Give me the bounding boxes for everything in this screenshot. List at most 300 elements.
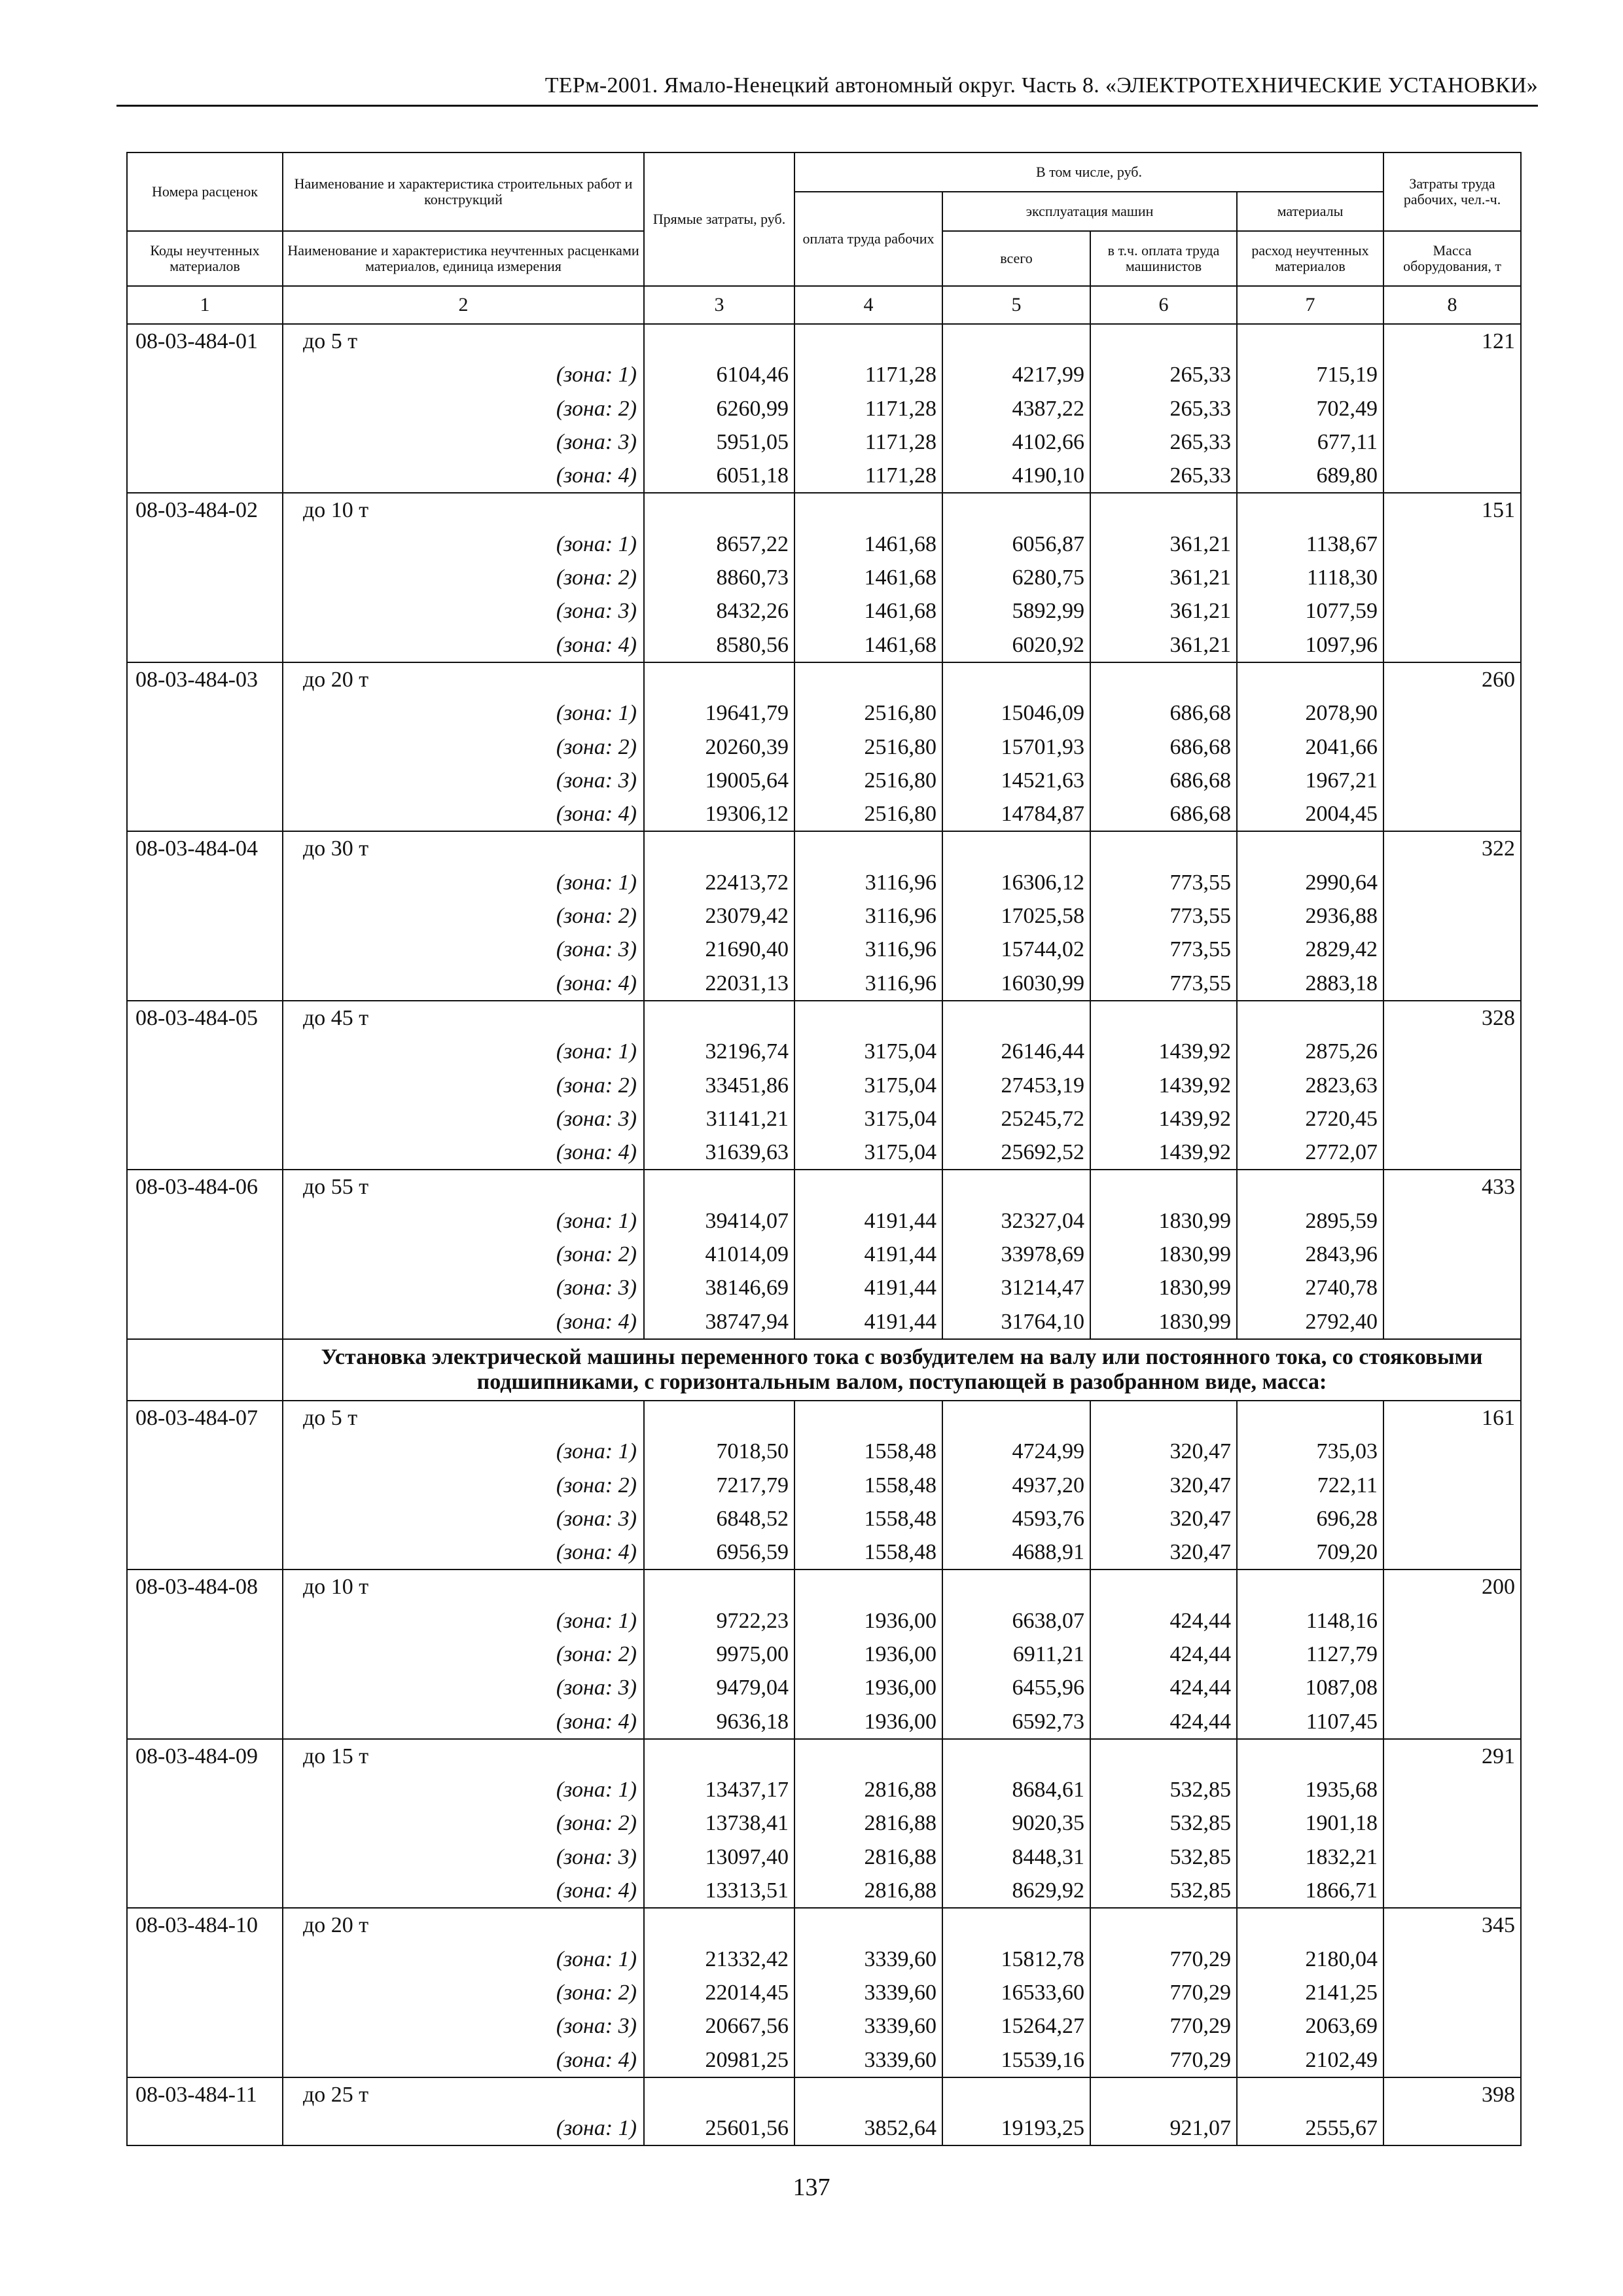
operator-pay: 773,55 bbox=[1090, 933, 1237, 966]
rate-code: 08-03-484-04 bbox=[127, 831, 283, 865]
empty-cell bbox=[127, 628, 283, 662]
empty-cell bbox=[127, 1705, 283, 1739]
materials-cost: 2823,63 bbox=[1237, 1069, 1383, 1102]
empty-cell bbox=[127, 1976, 283, 2009]
machines-total: 4190,10 bbox=[942, 459, 1090, 493]
empty-cell bbox=[942, 1570, 1090, 1604]
direct-costs: 25601,56 bbox=[644, 2111, 794, 2145]
zone-row bbox=[127, 1469, 1521, 1502]
header-unaccounted-materials: расход неучтенных материалов bbox=[1237, 231, 1383, 286]
worker-pay: 2816,88 bbox=[794, 1806, 942, 1840]
materials-cost: 1935,68 bbox=[1237, 1773, 1383, 1806]
direct-costs: 5951,05 bbox=[644, 425, 794, 459]
empty-cell bbox=[942, 324, 1090, 358]
empty-cell bbox=[1383, 1705, 1521, 1739]
direct-costs: 9722,23 bbox=[644, 1604, 794, 1638]
header-machines-total: всего bbox=[942, 231, 1090, 286]
empty-cell bbox=[1237, 1001, 1383, 1035]
worker-pay: 1461,68 bbox=[794, 528, 942, 561]
empty-cell bbox=[794, 2077, 942, 2111]
rate-code: 08-03-484-11 bbox=[127, 2077, 283, 2111]
worker-pay: 2516,80 bbox=[794, 764, 942, 797]
empty-cell bbox=[127, 425, 283, 459]
materials-cost: 2063,69 bbox=[1237, 2009, 1383, 2043]
materials-cost: 2141,25 bbox=[1237, 1976, 1383, 2009]
machines-total: 9020,35 bbox=[942, 1806, 1090, 1840]
header-worker-pay: оплата труда рабочих bbox=[794, 192, 942, 286]
empty-cell bbox=[127, 561, 283, 594]
zone-row bbox=[127, 1976, 1521, 2009]
equipment-mass: 200 bbox=[1383, 1570, 1521, 1604]
direct-costs: 39414,07 bbox=[644, 1204, 794, 1238]
empty-cell bbox=[1237, 1170, 1383, 1204]
worker-pay: 3175,04 bbox=[794, 1069, 942, 1102]
zone-label: (зона: 3) bbox=[283, 594, 644, 628]
empty-cell bbox=[1383, 628, 1521, 662]
empty-cell bbox=[1237, 1739, 1383, 1773]
equipment-mass: 328 bbox=[1383, 1001, 1521, 1035]
worker-pay: 3116,96 bbox=[794, 866, 942, 899]
worker-pay: 4191,44 bbox=[794, 1305, 942, 1339]
operator-pay: 265,33 bbox=[1090, 425, 1237, 459]
machines-total: 4937,20 bbox=[942, 1469, 1090, 1502]
machines-total: 6056,87 bbox=[942, 528, 1090, 561]
equipment-mass: 345 bbox=[1383, 1908, 1521, 1942]
rate-code: 08-03-484-02 bbox=[127, 493, 283, 527]
machines-total: 8448,31 bbox=[942, 1840, 1090, 1874]
materials-cost: 1967,21 bbox=[1237, 764, 1383, 797]
machines-total: 8629,92 bbox=[942, 1874, 1090, 1908]
direct-costs: 6260,99 bbox=[644, 392, 794, 425]
zone-label: (зона: 1) bbox=[283, 1773, 644, 1806]
empty-cell bbox=[1383, 967, 1521, 1001]
zone-label: (зона: 4) bbox=[283, 797, 644, 831]
empty-cell bbox=[127, 528, 283, 561]
materials-cost: 1097,96 bbox=[1237, 628, 1383, 662]
zone-label: (зона: 3) bbox=[283, 933, 644, 966]
materials-cost: 2990,64 bbox=[1237, 866, 1383, 899]
direct-costs: 8657,22 bbox=[644, 528, 794, 561]
worker-pay: 3339,60 bbox=[794, 2009, 942, 2043]
zone-label: (зона: 3) bbox=[283, 2009, 644, 2043]
page-number: 137 bbox=[793, 2174, 830, 2201]
column-number: 8 bbox=[1383, 286, 1521, 324]
worker-pay: 3175,04 bbox=[794, 1102, 942, 1136]
zone-row bbox=[127, 1874, 1521, 1908]
empty-cell bbox=[794, 1170, 942, 1204]
worker-pay: 2516,80 bbox=[794, 797, 942, 831]
operator-pay: 532,85 bbox=[1090, 1840, 1237, 1874]
materials-cost: 2078,90 bbox=[1237, 696, 1383, 730]
materials-cost: 1107,45 bbox=[1237, 1705, 1383, 1739]
direct-costs: 21332,42 bbox=[644, 1943, 794, 1976]
zone-row bbox=[127, 2009, 1521, 2043]
empty-cell bbox=[127, 866, 283, 899]
empty-cell bbox=[1237, 493, 1383, 527]
empty-cell bbox=[127, 1069, 283, 1102]
empty-cell bbox=[1090, 831, 1237, 865]
column-numbers-row bbox=[127, 286, 1521, 324]
empty-cell bbox=[644, 1570, 794, 1604]
operator-pay: 424,44 bbox=[1090, 1604, 1237, 1638]
worker-pay: 2516,80 bbox=[794, 730, 942, 764]
direct-costs: 8432,26 bbox=[644, 594, 794, 628]
rate-name: до 15 т bbox=[283, 1739, 644, 1773]
empty-cell bbox=[942, 831, 1090, 865]
empty-cell bbox=[127, 1136, 283, 1170]
zone-row bbox=[127, 425, 1521, 459]
empty-cell bbox=[1237, 1570, 1383, 1604]
zone-label: (зона: 2) bbox=[283, 561, 644, 594]
materials-cost: 2004,45 bbox=[1237, 797, 1383, 831]
zone-label: (зона: 4) bbox=[283, 2043, 644, 2077]
zone-row bbox=[127, 1535, 1521, 1570]
empty-cell bbox=[127, 1469, 283, 1502]
zone-label: (зона: 2) bbox=[283, 899, 644, 933]
empty-cell bbox=[1237, 831, 1383, 865]
zone-row bbox=[127, 1773, 1521, 1806]
empty-cell bbox=[1383, 1502, 1521, 1535]
direct-costs: 6051,18 bbox=[644, 459, 794, 493]
machines-total: 16533,60 bbox=[942, 1976, 1090, 2009]
section-heading: Установка электрической машины переменного тока с возбудителем на валу или постоянного тока, со стояковыми подшипниками, с горизонтальным валом, поступающей в разобранном виде, масса: bbox=[283, 1339, 1521, 1401]
operator-pay: 320,47 bbox=[1090, 1469, 1237, 1502]
zone-row bbox=[127, 392, 1521, 425]
worker-pay: 1936,00 bbox=[794, 1705, 942, 1739]
rate-name: до 45 т bbox=[283, 1001, 644, 1035]
empty-cell bbox=[794, 1739, 942, 1773]
empty-cell bbox=[1383, 594, 1521, 628]
rate-title-row bbox=[127, 1001, 1521, 1035]
rate-title-row bbox=[127, 1739, 1521, 1773]
zone-row bbox=[127, 1435, 1521, 1468]
operator-pay: 424,44 bbox=[1090, 1671, 1237, 1704]
rate-code: 08-03-484-06 bbox=[127, 1170, 283, 1204]
section-code-cell bbox=[127, 1339, 283, 1401]
equipment-mass: 433 bbox=[1383, 1170, 1521, 1204]
direct-costs: 19306,12 bbox=[644, 797, 794, 831]
zone-label: (зона: 4) bbox=[283, 1874, 644, 1908]
zone-label: (зона: 1) bbox=[283, 1035, 644, 1068]
zone-label: (зона: 1) bbox=[283, 696, 644, 730]
empty-cell bbox=[1383, 1535, 1521, 1570]
zone-label: (зона: 4) bbox=[283, 1705, 644, 1739]
zone-label: (зона: 1) bbox=[283, 1435, 644, 1468]
worker-pay: 3175,04 bbox=[794, 1136, 942, 1170]
materials-cost: 702,49 bbox=[1237, 392, 1383, 425]
empty-cell bbox=[1090, 493, 1237, 527]
empty-cell bbox=[942, 493, 1090, 527]
operator-pay: 770,29 bbox=[1090, 2009, 1237, 2043]
rate-title-row bbox=[127, 662, 1521, 696]
machines-total: 15046,09 bbox=[942, 696, 1090, 730]
rate-code: 08-03-484-05 bbox=[127, 1001, 283, 1035]
equipment-mass: 291 bbox=[1383, 1739, 1521, 1773]
direct-costs: 6104,46 bbox=[644, 358, 794, 391]
empty-cell bbox=[1383, 866, 1521, 899]
worker-pay: 1558,48 bbox=[794, 1469, 942, 1502]
worker-pay: 3852,64 bbox=[794, 2111, 942, 2145]
empty-cell bbox=[127, 392, 283, 425]
machines-total: 25692,52 bbox=[942, 1136, 1090, 1170]
rate-title-row bbox=[127, 493, 1521, 527]
equipment-mass: 322 bbox=[1383, 831, 1521, 865]
machines-total: 15701,93 bbox=[942, 730, 1090, 764]
materials-cost: 2829,42 bbox=[1237, 933, 1383, 966]
worker-pay: 3339,60 bbox=[794, 2043, 942, 2077]
worker-pay: 2816,88 bbox=[794, 1874, 942, 1908]
worker-pay: 3116,96 bbox=[794, 933, 942, 966]
empty-cell bbox=[127, 1102, 283, 1136]
materials-cost: 2180,04 bbox=[1237, 1943, 1383, 1976]
header-including: В том числе, руб. bbox=[794, 152, 1383, 192]
operator-pay: 1830,99 bbox=[1090, 1305, 1237, 1339]
empty-cell bbox=[127, 1840, 283, 1874]
machines-total: 15744,02 bbox=[942, 933, 1090, 966]
materials-cost: 2772,07 bbox=[1237, 1136, 1383, 1170]
operator-pay: 1830,99 bbox=[1090, 1204, 1237, 1238]
materials-cost: 1138,67 bbox=[1237, 528, 1383, 561]
empty-cell bbox=[1383, 528, 1521, 561]
zone-row bbox=[127, 459, 1521, 493]
worker-pay: 4191,44 bbox=[794, 1238, 942, 1271]
empty-cell bbox=[127, 1604, 283, 1638]
zone-row bbox=[127, 1069, 1521, 1102]
header-materials: материалы bbox=[1237, 192, 1383, 231]
machines-total: 15264,27 bbox=[942, 2009, 1090, 2043]
zone-row bbox=[127, 1102, 1521, 1136]
rate-name: до 5 т bbox=[283, 324, 644, 358]
zone-label: (зона: 1) bbox=[283, 2111, 644, 2145]
direct-costs: 31141,21 bbox=[644, 1102, 794, 1136]
zone-label: (зона: 1) bbox=[283, 866, 644, 899]
worker-pay: 1936,00 bbox=[794, 1604, 942, 1638]
rate-name: до 10 т bbox=[283, 493, 644, 527]
operator-pay: 424,44 bbox=[1090, 1705, 1237, 1739]
zone-row bbox=[127, 528, 1521, 561]
empty-cell bbox=[127, 459, 283, 493]
zone-label: (зона: 1) bbox=[283, 1204, 644, 1238]
direct-costs: 20667,56 bbox=[644, 2009, 794, 2043]
empty-cell bbox=[127, 1238, 283, 1271]
equipment-mass: 121 bbox=[1383, 324, 1521, 358]
empty-cell bbox=[644, 1739, 794, 1773]
empty-cell bbox=[794, 1908, 942, 1942]
worker-pay: 1171,28 bbox=[794, 358, 942, 391]
empty-cell bbox=[1090, 1170, 1237, 1204]
direct-costs: 13738,41 bbox=[644, 1806, 794, 1840]
direct-costs: 9975,00 bbox=[644, 1638, 794, 1671]
equipment-mass: 161 bbox=[1383, 1401, 1521, 1435]
empty-cell bbox=[1090, 1739, 1237, 1773]
direct-costs: 6848,52 bbox=[644, 1502, 794, 1535]
materials-cost: 2720,45 bbox=[1237, 1102, 1383, 1136]
header-machine-operation: эксплуатация машин bbox=[942, 192, 1237, 231]
empty-cell bbox=[644, 493, 794, 527]
direct-costs: 13437,17 bbox=[644, 1773, 794, 1806]
empty-cell bbox=[1383, 899, 1521, 933]
zone-label: (зона: 3) bbox=[283, 764, 644, 797]
rate-code: 08-03-484-03 bbox=[127, 662, 283, 696]
zone-label: (зона: 2) bbox=[283, 1976, 644, 2009]
zone-label: (зона: 3) bbox=[283, 1840, 644, 1874]
direct-costs: 13313,51 bbox=[644, 1874, 794, 1908]
empty-cell bbox=[1383, 1671, 1521, 1704]
machines-total: 16306,12 bbox=[942, 866, 1090, 899]
empty-cell bbox=[1383, 459, 1521, 493]
direct-costs: 19005,64 bbox=[644, 764, 794, 797]
machines-total: 15539,16 bbox=[942, 2043, 1090, 2077]
zone-row bbox=[127, 1705, 1521, 1739]
header-equipment-mass: Масса оборудования, т bbox=[1383, 231, 1521, 286]
rate-title-row bbox=[127, 2077, 1521, 2111]
zone-label: (зона: 1) bbox=[283, 1943, 644, 1976]
machines-total: 14521,63 bbox=[942, 764, 1090, 797]
materials-cost: 2843,96 bbox=[1237, 1238, 1383, 1271]
operator-pay: 361,21 bbox=[1090, 594, 1237, 628]
operator-pay: 686,68 bbox=[1090, 730, 1237, 764]
empty-cell bbox=[1090, 1001, 1237, 1035]
rate-title-row bbox=[127, 831, 1521, 865]
operator-pay: 770,29 bbox=[1090, 1943, 1237, 1976]
empty-cell bbox=[127, 2111, 283, 2145]
zone-row bbox=[127, 899, 1521, 933]
empty-cell bbox=[127, 358, 283, 391]
machines-total: 6911,21 bbox=[942, 1638, 1090, 1671]
direct-costs: 19641,79 bbox=[644, 696, 794, 730]
empty-cell bbox=[942, 1401, 1090, 1435]
empty-cell bbox=[127, 1305, 283, 1339]
direct-costs: 8860,73 bbox=[644, 561, 794, 594]
materials-cost: 2875,26 bbox=[1237, 1035, 1383, 1068]
rate-title-row bbox=[127, 1908, 1521, 1942]
empty-cell bbox=[794, 1001, 942, 1035]
machines-total: 4217,99 bbox=[942, 358, 1090, 391]
worker-pay: 4191,44 bbox=[794, 1204, 942, 1238]
zone-row bbox=[127, 628, 1521, 662]
machines-total: 31764,10 bbox=[942, 1305, 1090, 1339]
empty-cell bbox=[1383, 358, 1521, 391]
operator-pay: 1439,92 bbox=[1090, 1069, 1237, 1102]
machines-total: 4387,22 bbox=[942, 392, 1090, 425]
empty-cell bbox=[644, 1001, 794, 1035]
empty-cell bbox=[1383, 1604, 1521, 1638]
direct-costs: 32196,74 bbox=[644, 1035, 794, 1068]
rates-table-container bbox=[126, 152, 1520, 2146]
machines-total: 16030,99 bbox=[942, 967, 1090, 1001]
empty-cell bbox=[942, 1908, 1090, 1942]
empty-cell bbox=[1383, 1069, 1521, 1102]
empty-cell bbox=[1383, 1102, 1521, 1136]
empty-cell bbox=[644, 1908, 794, 1942]
empty-cell bbox=[1383, 1638, 1521, 1671]
operator-pay: 265,33 bbox=[1090, 358, 1237, 391]
machines-total: 6455,96 bbox=[942, 1671, 1090, 1704]
operator-pay: 532,85 bbox=[1090, 1773, 1237, 1806]
equipment-mass: 151 bbox=[1383, 493, 1521, 527]
empty-cell bbox=[127, 764, 283, 797]
rates-table bbox=[126, 152, 1522, 2146]
zone-label: (зона: 4) bbox=[283, 628, 644, 662]
empty-cell bbox=[1383, 797, 1521, 831]
operator-pay: 773,55 bbox=[1090, 866, 1237, 899]
machines-total: 6592,73 bbox=[942, 1705, 1090, 1739]
materials-cost: 1087,08 bbox=[1237, 1671, 1383, 1704]
machines-total: 6280,75 bbox=[942, 561, 1090, 594]
direct-costs: 38146,69 bbox=[644, 1271, 794, 1304]
zone-label: (зона: 1) bbox=[283, 528, 644, 561]
direct-costs: 22031,13 bbox=[644, 967, 794, 1001]
empty-cell bbox=[1383, 2111, 1521, 2145]
operator-pay: 532,85 bbox=[1090, 1874, 1237, 1908]
direct-costs: 20981,25 bbox=[644, 2043, 794, 2077]
zone-row bbox=[127, 1840, 1521, 1874]
zone-row bbox=[127, 1305, 1521, 1339]
zone-row bbox=[127, 594, 1521, 628]
empty-cell bbox=[644, 831, 794, 865]
empty-cell bbox=[794, 831, 942, 865]
empty-cell bbox=[127, 730, 283, 764]
empty-cell bbox=[1383, 933, 1521, 966]
zone-label: (зона: 3) bbox=[283, 1502, 644, 1535]
materials-cost: 696,28 bbox=[1237, 1502, 1383, 1535]
zone-row bbox=[127, 967, 1521, 1001]
empty-cell bbox=[127, 899, 283, 933]
zone-row bbox=[127, 1806, 1521, 1840]
empty-cell bbox=[1383, 1943, 1521, 1976]
empty-cell bbox=[1383, 2009, 1521, 2043]
column-number: 6 bbox=[1090, 286, 1237, 324]
operator-pay: 1439,92 bbox=[1090, 1035, 1237, 1068]
materials-cost: 1148,16 bbox=[1237, 1604, 1383, 1638]
empty-cell bbox=[644, 324, 794, 358]
running-header: ТЕРм-2001. Ямало-Ненецкий автономный округ. Часть 8. «ЭЛЕКТРОТЕХНИЧЕСКИЕ УСТАНОВКИ» bbox=[116, 73, 1538, 107]
rate-name: до 55 т bbox=[283, 1170, 644, 1204]
operator-pay: 1830,99 bbox=[1090, 1271, 1237, 1304]
zone-label: (зона: 2) bbox=[283, 730, 644, 764]
rate-name: до 25 т bbox=[283, 2077, 644, 2111]
direct-costs: 23079,42 bbox=[644, 899, 794, 933]
machines-total: 15812,78 bbox=[942, 1943, 1090, 1976]
empty-cell bbox=[127, 696, 283, 730]
empty-cell bbox=[127, 1773, 283, 1806]
machines-total: 4688,91 bbox=[942, 1535, 1090, 1570]
rate-name: до 30 т bbox=[283, 831, 644, 865]
rate-code: 08-03-484-10 bbox=[127, 1908, 283, 1942]
direct-costs: 8580,56 bbox=[644, 628, 794, 662]
materials-cost: 1832,21 bbox=[1237, 1840, 1383, 1874]
zone-label: (зона: 2) bbox=[283, 1469, 644, 1502]
materials-cost: 1866,71 bbox=[1237, 1874, 1383, 1908]
empty-cell bbox=[127, 594, 283, 628]
empty-cell bbox=[127, 1035, 283, 1068]
worker-pay: 1461,68 bbox=[794, 628, 942, 662]
materials-cost: 1118,30 bbox=[1237, 561, 1383, 594]
direct-costs: 9479,04 bbox=[644, 1671, 794, 1704]
zone-row bbox=[127, 1238, 1521, 1271]
materials-cost: 1901,18 bbox=[1237, 1806, 1383, 1840]
machines-total: 4102,66 bbox=[942, 425, 1090, 459]
operator-pay: 361,21 bbox=[1090, 528, 1237, 561]
machines-total: 32327,04 bbox=[942, 1204, 1090, 1238]
zone-label: (зона: 3) bbox=[283, 1271, 644, 1304]
zone-row bbox=[127, 2043, 1521, 2077]
empty-cell bbox=[794, 1401, 942, 1435]
table-header bbox=[127, 152, 1521, 324]
materials-cost: 2041,66 bbox=[1237, 730, 1383, 764]
materials-cost: 735,03 bbox=[1237, 1435, 1383, 1468]
operator-pay: 320,47 bbox=[1090, 1502, 1237, 1535]
